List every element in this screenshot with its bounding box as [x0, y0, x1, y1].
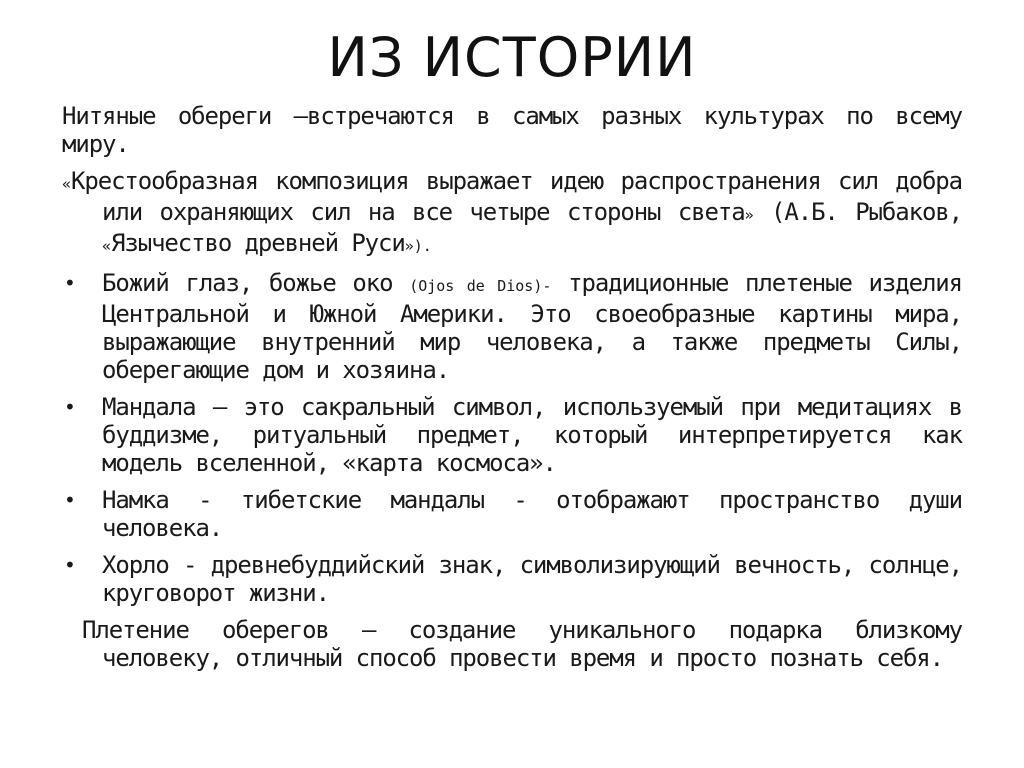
source-open-mark: « [102, 237, 112, 255]
bullet-icon: • [64, 395, 75, 419]
bullet-icon: • [64, 488, 75, 512]
closing-paragraph [62, 616, 962, 672]
quote-source: Язычество древней Руси [111, 229, 405, 257]
bullet-text: традиционные плетеные изделия Центральной и Южной Америки. Это своеобразные картины мира, выражающие внутренний мир человека, а также предметы Силы, оберегающие дом и хозяина. [102, 269, 963, 384]
quote-close-mark: » [744, 206, 754, 224]
bullet-item [62, 551, 962, 607]
quote-attribution: (А.Б. Рыбаков, [753, 198, 962, 226]
bullet-icon: • [64, 553, 75, 577]
bullet-text: Намка - тибетские мандалы - отображают пространство души человека. [102, 486, 962, 542]
quote-text: Крестообразная композиция выражает идею распространения сил добра или охраняющих сил на все четыре стороны света [71, 167, 962, 226]
bullet-lead: Божий глаз, божье око [102, 269, 410, 297]
bullet-item [62, 486, 962, 542]
bullet-text: Хорло - древнебуддийский знак, символизирующий вечность, солнце, круговорот жизни. [102, 551, 962, 607]
intro-paragraph [62, 102, 962, 158]
bullet-item [62, 269, 962, 384]
quote-paragraph [62, 167, 962, 260]
bullet-text: Мандала — это сакральный символ, используемый при медитациях в буддизме, ритуальный предмет, который интерпретируется как модель вселенной, «карта космоса». [102, 393, 962, 477]
bullet-icon: • [64, 271, 75, 295]
slide-title: ИЗ ИСТОРИИ [327, 26, 697, 89]
intro-text: Нитяные обереги –встречаются в самых разных культурах по всему миру. [62, 102, 962, 158]
slide-body [62, 102, 962, 681]
bullet-aside: (Ojos de Dios)- [409, 277, 552, 295]
quote-open-mark: « [62, 175, 72, 193]
bullet-item [62, 393, 962, 477]
source-close-mark: »). [404, 237, 432, 255]
closing-text: Плетение оберегов – создание уникального подарка близкому человеку, отличный способ провести время и просто познать себя. [82, 616, 962, 672]
